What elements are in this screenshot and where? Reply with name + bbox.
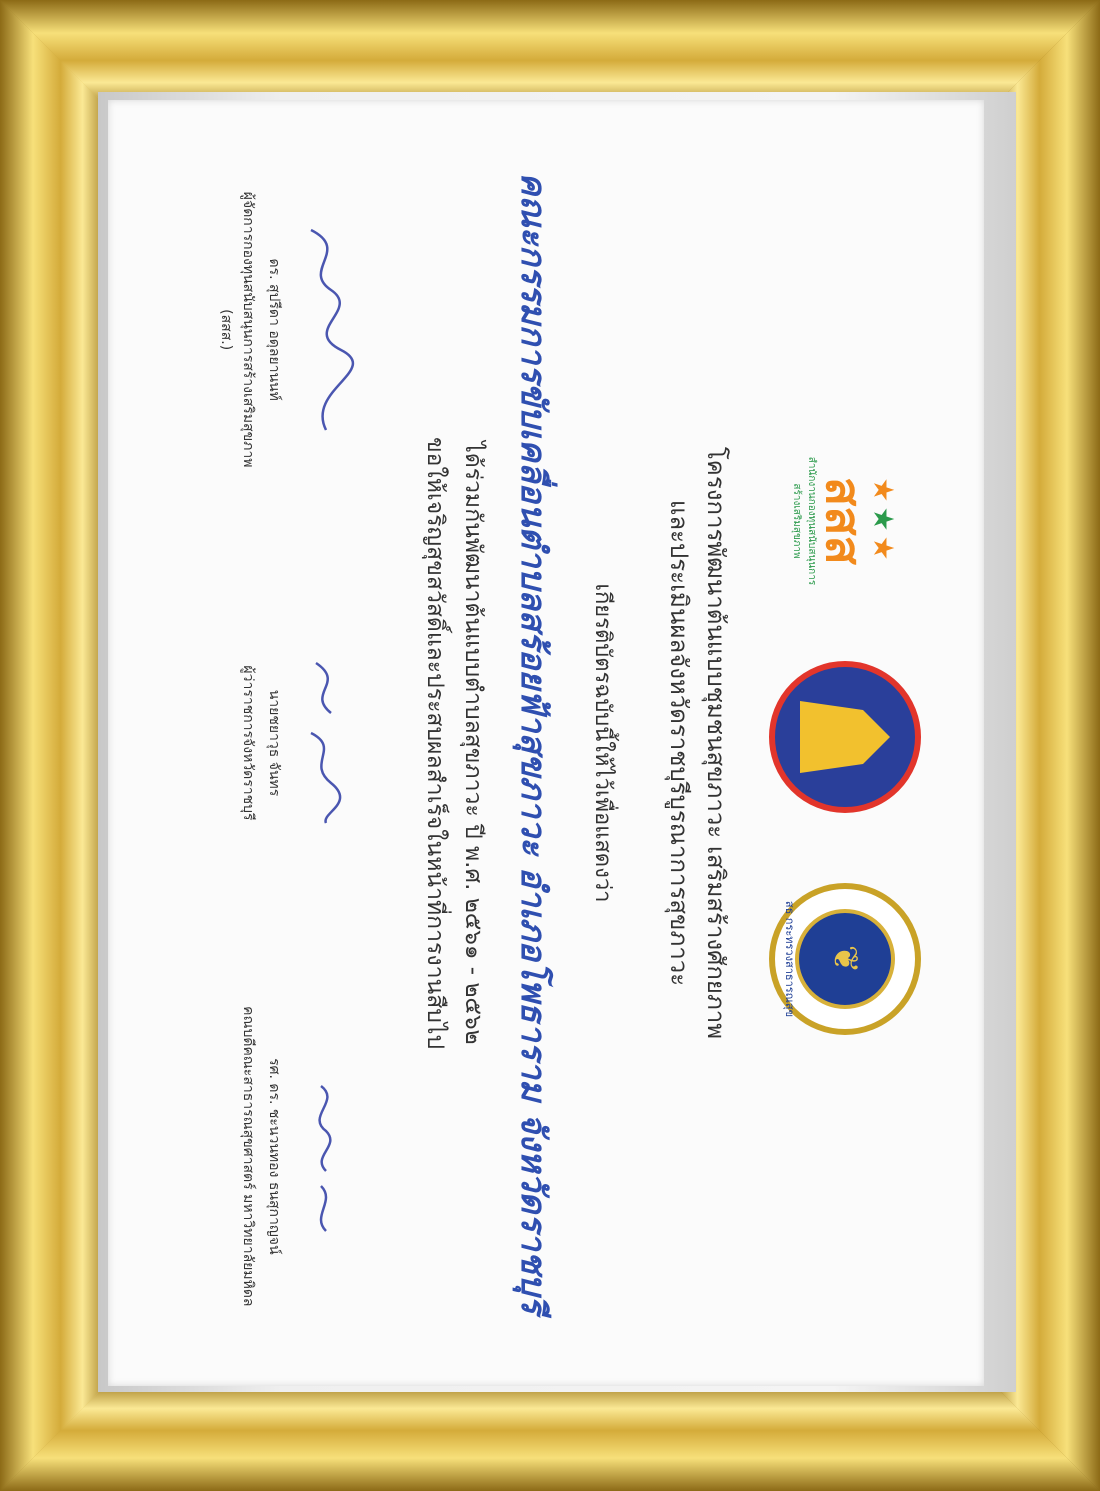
signer-dean — [215, 996, 361, 1316]
signer-thaihealth — [215, 170, 361, 490]
certify-line: เกียรติบัตรฉบับนี้ให้ไว้เพื่อแสดงว่า — [590, 583, 615, 903]
signature-image — [291, 583, 361, 903]
signer-name: นายชยาวุธ จันทร — [266, 689, 282, 797]
project-title-line2: และประเมินผลจังหวัดราชบุรีบูรณาการสุขภาวะ — [665, 499, 693, 987]
stars-icon: ★★★ — [867, 477, 901, 565]
logo-row — [769, 123, 921, 1363]
blessing-line: ขอให้เจริญสุขสวัสดิ์และประสบผลสำเร็จในหน้าที่การงานสืบไป — [422, 436, 448, 1050]
signature-image — [291, 170, 361, 490]
signer-role: ผู้จัดการกองทุนสนับสนุนการสร้างเสริมสุขภาพ (สสส.) — [218, 191, 256, 468]
moph-seal — [769, 883, 921, 1035]
thaihealth-logo — [775, 451, 915, 591]
signer-name: ดร. สุปรีดา อดุลยานนท์ — [266, 258, 282, 401]
signer-governor — [215, 583, 361, 903]
frame-left-edge — [0, 0, 110, 1491]
frame-bottom-edge — [0, 1381, 1100, 1491]
signer-name: รศ. ดร. ชะนวนทอง ธนสุกาญจน์ — [266, 1058, 282, 1255]
emblem-icon: ❦ — [795, 909, 895, 1009]
moph-seal-text: สธ กระทรวงสาธารณสุข — [783, 900, 796, 1018]
ratchaburi-province-seal — [769, 661, 921, 813]
certificate-paper — [108, 100, 984, 1386]
achievement-line: ได้ร่วมกันพัฒนาต้นแบบตำบลสุขภาวะ ปี พ.ศ. ๒๕๖๑ - ๒๕๖๒ — [460, 441, 486, 1045]
thaihealth-mark: สสส — [815, 477, 872, 565]
signer-role: คณบดีคณะสาธารณสุขศาสตร์ มหาวิทยาลัยมหิดล — [240, 1006, 256, 1307]
certificate-content — [131, 123, 961, 1363]
thaihealth-subtitle: สำนักงานกองทุนสนับสนุนการสร้างเสริมสุขภาพ — [791, 456, 818, 586]
signature-image — [291, 996, 361, 1316]
signature-block — [215, 123, 361, 1363]
throne-icon — [800, 692, 890, 782]
signer-role: ผู้ว่าราชการจังหวัดราชบุรี — [240, 665, 256, 821]
project-title-line1: โครงการพัฒนาต้นแบบชุมชนสุขภาวะ เสริมสร้างศักยภาพ — [702, 446, 730, 1040]
recipient-name: คณะกรรมการขับเคลื่อนตำบลสร้อยฟ้าสุขภาวะ อำเภอโพธาราม จังหวัดราชบุรี — [513, 172, 553, 1314]
